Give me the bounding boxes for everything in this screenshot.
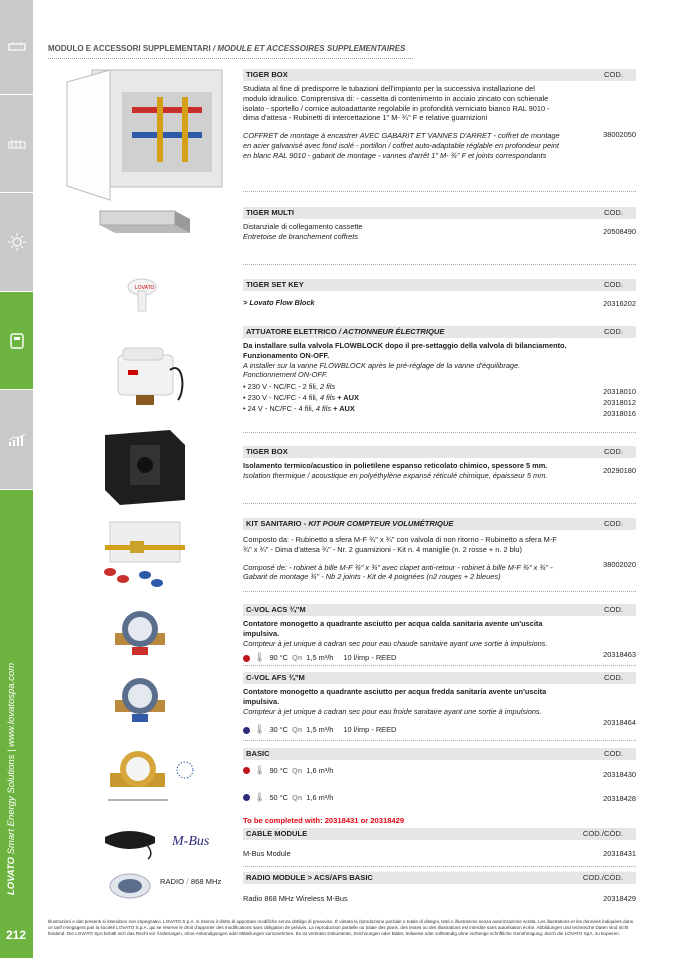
product-description: Isolamento termico/acustico in polietilene espanso reticolato chimico, spessore 5 mm. bbox=[243, 461, 548, 470]
product-title-bar: TIGER BOX COD. bbox=[243, 446, 636, 458]
product-title-bar: TIGER MULTI COD. bbox=[243, 207, 636, 219]
cvol-acs-image bbox=[110, 603, 170, 663]
thermometer-icon: 🌡 bbox=[254, 652, 266, 663]
product-kit-sanitario bbox=[243, 518, 636, 582]
product-code: 20318464 bbox=[603, 718, 636, 727]
variant-row: • 24 V - NC/FC - 4 fili, 4 fils + AUX bbox=[243, 404, 355, 414]
product-title-bar: CABLE MODULE COD./CÓD. bbox=[243, 828, 636, 840]
product-tiger-set-key bbox=[243, 279, 636, 308]
product-title-bar: C-VOL ACS ¾"M COD. bbox=[243, 604, 636, 616]
product-description: Studiata al fine di predisporre le tubazioni dell'impianto per la successiva installazione del modulo idraulico. Comprensiva di: - cassetta di contenimento in acciaio zincato con schienale isolato - sportello / cornice autoadattante regolabile in profondità verniciato bianco RAL 9010 - dima d'attesa - Rubinetti di intercettazione 1" M- ¾" F e relative guarnizioni bbox=[243, 84, 550, 123]
sidebar-tab-pipes[interactable] bbox=[0, 0, 33, 95]
product-code: 20318010 bbox=[603, 387, 636, 396]
completion-note: To be completed with: 20318431 or 20318429 bbox=[243, 816, 405, 825]
product-title-bar: BASIC COD. bbox=[243, 748, 636, 760]
product-description-fr: Isolation thermique / acoustique en polyéthylène expansé réticulé chimique, épaisseur 5 mm. bbox=[243, 470, 548, 480]
product-title-bar: ATTUATORE ELETTRICO / ACTIONNEUR ÉLECTRIQUE COD. bbox=[243, 326, 636, 338]
product-code: 20318429 bbox=[603, 894, 636, 903]
product-cable-module bbox=[243, 828, 636, 859]
cold-water-dot bbox=[243, 727, 250, 734]
sidebar bbox=[0, 0, 33, 958]
product-code: 20318430 bbox=[603, 770, 636, 779]
product-basic bbox=[243, 748, 636, 804]
product-radio-module bbox=[243, 872, 636, 904]
product-code: 38002050 bbox=[603, 130, 636, 139]
sidebar-tab-radiators[interactable] bbox=[0, 95, 33, 193]
sun-icon bbox=[8, 233, 26, 251]
insulation-image bbox=[100, 425, 190, 510]
thermometer-icon: 🌡 bbox=[254, 791, 266, 802]
product-cvol-acs bbox=[243, 604, 636, 664]
variant-row: • 230 V - NC/FC - 4 fili, 4 fils + AUX bbox=[243, 393, 359, 403]
product-description-fr: Entretoise de branchement coffrets bbox=[243, 231, 359, 241]
thermometer-icon: 🌡 bbox=[254, 724, 266, 735]
variant-row: • 230 V - NC/FC - 2 fili, 2 fils bbox=[243, 382, 336, 392]
mbus-logo: M-Bus bbox=[172, 834, 210, 849]
product-description: Distanziale di collegamento cassette bbox=[243, 222, 363, 231]
product-title-bar: TIGER SET KEY COD. bbox=[243, 279, 636, 291]
page-header bbox=[48, 44, 413, 59]
basic-meter-image bbox=[100, 745, 200, 810]
legal-footer: Illustrazioni e dati presenti si intendono non impegnativi. LOVATO S.p.A. si riserva il diritto di apportare modifiche senza obbligo di preavviso. È vietata la riproduzione parziale o totale di disegni, testi o illustrazioni senza autorizzazione scritta. Les illustrations et les données indiquées dans ce tarif n'engagent pas la société LOVATO S.p.A. qui se réserve le droit d'apporter des modifications sans obligation de préavis. La reproduction partielle ou totale des plans, des textes ou des illustrations est interdite sans autorisation écrite. Abbildungen und technische Daten sind nicht bindend. Die LOVATO SpA behält sich das Recht vor Änderungen, ohne Ankündigungen oder Mitteilungen vorzunehmen. Es ist verboten Dokumente, Zeichnungen oder Bilder, teilweise oder vollständig ohne vorherige schriftliche Genehmigung, durch die LOVATO SpA, zu kopieren. bbox=[48, 919, 633, 937]
product-description: > Lovato Flow Block bbox=[243, 298, 315, 307]
sidebar-tab-solar[interactable] bbox=[0, 193, 33, 292]
cold-water-dot bbox=[243, 794, 250, 801]
tiger-box-image bbox=[62, 62, 232, 202]
radio-module-image bbox=[105, 868, 155, 903]
tiger-set-key-image bbox=[122, 275, 162, 315]
cable-module-image bbox=[100, 825, 160, 860]
spec-row: 🌡 90 °C Qn 1,5 m³/h 10 l/imp - REED bbox=[243, 652, 636, 664]
product-code: 20318428 bbox=[603, 794, 636, 803]
svg-text:LOVATO: LOVATO bbox=[135, 285, 155, 291]
product-code: 20316202 bbox=[603, 299, 636, 308]
product-description-fr: Compteur à jet unique à cadran sec pour eau chaude sanitaire ayant une sortie à impulsions. bbox=[243, 638, 548, 648]
spec-row: 🌡 50 °C Qn 1,6 m³/h bbox=[243, 792, 636, 804]
product-actuator bbox=[243, 326, 636, 418]
meter-icon bbox=[10, 333, 24, 349]
product-code: 20318431 bbox=[603, 849, 636, 858]
header-title-fr: / MODULE ET ACCESSOIRES SUPPLEMENTAIRES bbox=[212, 44, 406, 53]
product-title-bar: RADIO MODULE > ACS/AFS BASIC COD./CÓD. bbox=[243, 872, 636, 884]
cvol-afs-image bbox=[110, 670, 170, 730]
kit-sanitario-image bbox=[95, 517, 195, 592]
product-code: 38002020 bbox=[603, 560, 636, 569]
chart-icon bbox=[8, 433, 26, 447]
thermometer-icon: 🌡 bbox=[254, 765, 266, 775]
header-title: MODULO E ACCESSORI SUPPLEMENTARI bbox=[48, 44, 211, 53]
product-cvol-afs bbox=[243, 672, 636, 736]
product-title-bar: C-VOL AFS ¾"M COD. bbox=[243, 672, 636, 684]
product-description: Radio 868 MHz Wireless M-Bus bbox=[243, 894, 348, 903]
product-tiger-box bbox=[243, 69, 636, 160]
product-tiger-box-insulation bbox=[243, 446, 636, 481]
sidebar-tab-metering[interactable] bbox=[0, 292, 33, 390]
product-description: Composto da: - Rubinetto a sfera M-F ¾" x ¾" con valvola di non ritorno - Rubinetto a sfera M-F ¾" x ¾" - Dima d'attesa ¾" - Nr. 2 guarnizioni - Kit n. 4 maniglie (n. 2 rosse + n. 2 blu) bbox=[243, 535, 557, 554]
actuator-image bbox=[108, 340, 188, 415]
product-description: Contatore monogetto a quadrante asciutto per acqua calda sanitaria avente un'uscita impulsiva. bbox=[243, 619, 543, 638]
product-description-fr: COFFRET de montage à encastrer AVEC GABARIT ET VANNES D'ARRET - coffret de montage en acier galvanisé avec fond isolé - portillon / coffret auto-adaptable réglable en profondeur peint en blanc RAL 9010 - gabarit de montage - vannes d'arrêt 1" M- ¾" F et joints correspondants bbox=[243, 131, 560, 160]
product-code: 20318463 bbox=[603, 650, 636, 659]
sidebar-vertical-brand: LOVATO Smart Energy Solutions | www.lovatospa.com bbox=[6, 662, 17, 895]
product-tiger-multi bbox=[243, 207, 636, 242]
product-code: 20318012 bbox=[603, 398, 636, 407]
product-description: Contatore monogetto a quadrante asciutto per acqua fredda sanitaria avente un'uscita impulsiva. bbox=[243, 687, 547, 706]
radio-badge: RADIO ⧸ 868 MHz bbox=[160, 877, 222, 886]
spec-row: 🌡 90 °C Qn 1,6 m³/h bbox=[243, 765, 636, 777]
product-title-bar: KIT SANITARIO - KIT POUR COMPTEUR VOLUMÉTRIQUE COD. bbox=[243, 518, 636, 530]
product-title-bar: TIGER BOX COD. bbox=[243, 69, 636, 81]
wifi-icon: ⧸ bbox=[186, 877, 189, 886]
product-description-fr: Composé de: - robinet à bille M-F ¾" x ¾" avec clapet anti-retour - robinet à bille M-F ¾" x ¾" - Gabarit de montage ¾" - Nb 2 joints - Kit de 4 poignées (n2 rouges + 2 bleues) bbox=[243, 562, 553, 582]
product-code: 20508490 bbox=[603, 227, 636, 236]
hot-water-dot bbox=[243, 767, 250, 774]
product-description-fr: Compteur à jet unique à cadran sec pour eau froide sanitaire ayant une sortie à impulsions. bbox=[243, 706, 542, 716]
page-number: 212 bbox=[6, 928, 27, 942]
product-description-fr: A installer sur la vanne FLOWBLOCK après le pré-réglage de la vanne d'équilibrage. Fonctionnement ON-OFF. bbox=[243, 360, 521, 380]
actuator-variants bbox=[243, 382, 636, 415]
product-description: M-Bus Module bbox=[243, 849, 291, 858]
radiator-icon bbox=[8, 138, 26, 150]
spec-row: 🌡 30 °C Qn 1,5 m³/h 10 l/imp - REED bbox=[243, 724, 636, 736]
tiger-multi-image bbox=[95, 203, 195, 243]
sidebar-tab-stats[interactable] bbox=[0, 390, 33, 490]
product-code: 20290180 bbox=[603, 466, 636, 475]
pipe-icon bbox=[8, 41, 26, 53]
product-description: Da installare sulla valvola FLOWBLOCK dopo il pre-settaggio della valvola di bilanciamento. Funzionamento ON-OFF. bbox=[243, 341, 567, 360]
product-code: 20318016 bbox=[603, 409, 636, 418]
hot-water-dot bbox=[243, 655, 250, 662]
